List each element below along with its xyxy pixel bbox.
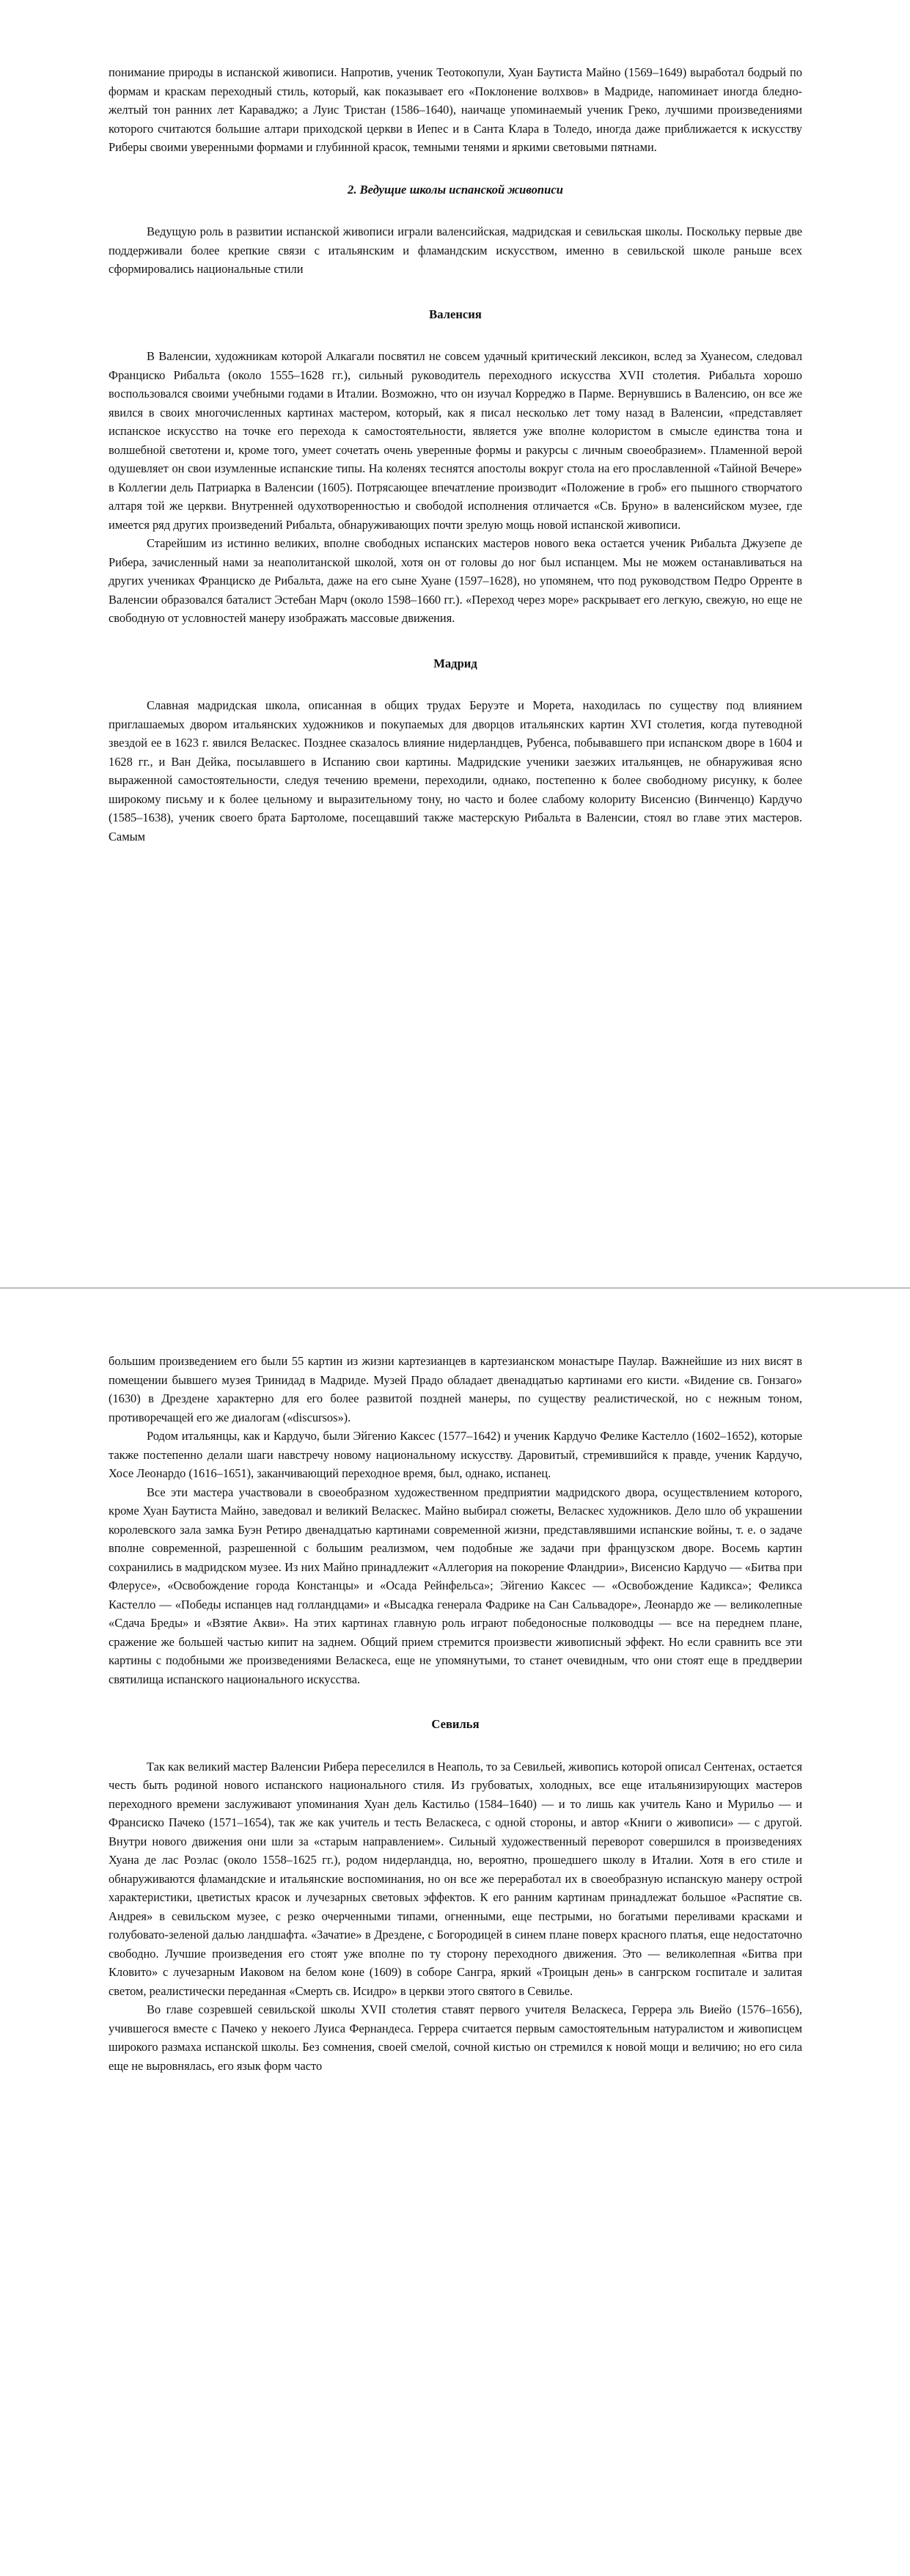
page-1 bbox=[0, 0, 910, 1287]
heading-sevilla: Севилья bbox=[431, 1717, 480, 1731]
page-1-text bbox=[109, 63, 802, 846]
paragraph-valencia-1: В Валенсии, художникам которой Алкагали посвятил не совсем удачный критический лексикон, вслед за Хуанесом, следовал Франциско Рибальта (около 1555–1628 гг.), сильный руководитель переходного искусства XVII столетия. Рибальта хорошо воспользовался своими учебными годами в Италии. Возможно, что он изучал Корреджо в Парме. Вернувшись в Валенсию, он все же явился в своих многочисленных картинах мастером, который, как я писал несколько лет тому назад в Валенсии, «представляет испанское искусство на точке его перехода к самостоятельности, является уже вполне колористом в смысле единства тона и волшебной светотени и, кроме того, умеет сочетать очень уверенные формы и ракурсы с личным своеобразием». Пламенной верой одушевляет он свои изумленные испанские типы. На коленях теснятся апостолы вокруг стола на его прославленной «Тайной Вечере» в Коллегии дель Патриарка в Валенсии (1605). Потрясающее впечатление производит «Положение в гроб» его пышного створчатого алтаря той же церкви. Внутренней одухотворенностью и свободой исполнения отличается «Св. Бруно» в валенсийском музее, где имеется ряд других произведений Рибальта, обнаруживающих почти зрелую мощь новой испанской живописи. bbox=[109, 349, 802, 532]
page-2 bbox=[0, 1289, 910, 2576]
page-2-text bbox=[109, 1352, 802, 2075]
paragraph-madrid-2: Родом итальянцы, как и Кардучо, были Эйгенио Каксес (1577–1642) и ученик Кардучо Фелике Кастелло (1602–1652), которые также постепенно делали шаги навстречу новому национальному искусству. Даровитый, стремившийся к правде, ученик Кардучо, Хосе Леонардо (1616–1651), заканчивающий переходное время, был, однако, испанец. bbox=[109, 1429, 802, 1480]
paragraph-lead: Ведущую роль в развитии испанской живописи играли валенсийская, мадридская и севильская школы. Поскольку первые две поддерживали более крепкие связи с итальянским и фламандским искусством, именно в севильской школе раньше всех сформировались национальные стили bbox=[109, 224, 802, 276]
section-title: 2. Ведущие школы испанской живописи bbox=[348, 182, 563, 197]
paragraph-madrid-continued: большим произведением его были 55 картин из жизни картезианцев в картезианском монастыре Паулар. Важнейшие из них висят в помещении бывшего музея Тринидад в Мадриде. Музей Прадо обладает двенадцатью картинами его кисти. «Видение св. Гонзаго» (1630) в Дрездене характерно для его более развитой поздней манеры, по существу реалистической, но с нежным тоном, противоречащей его же диалогам («discursos»). bbox=[109, 1354, 802, 1424]
paragraph-madrid-3: Все эти мастера участвовали в своеобразном художественном предприятии мадридского двора, осуществлением которого, кроме Хуан Баутиста Майно, заведовал и великий Веласкес. Майно выбирал сюжеты, Веласкес художников. Дело шло об украшении королевского зала замка Буэн Ретиро двенадцатью картинами современной жизни, представлявшими испанские войны, т. е. о задаче вполне современной, разрешенной с большим реализмом, чем подобные же задачи при французском дворе. Восемь картин сохранились в мадридском музее. Из них Майно принадлежит «Аллегория на покорение Фландрии», Висенсио Кардучо — «Битва при Флерусе», «Освобождение города Констанцы» и «Осада Рейнфельса»; Эйгенио Каксес — «Освобождение Кадикса»; Феликса Кастелло — «Победы испанцев над голландцами» и «Высадка генерала Фадрике на Сан Сальвадоре», Леонардо же — великолепные «Сдача Бреды» и «Взятие Акви». На этих картинах главную роль играют победоносные полководцы — все на переднем плане, сражение же большей частью кипит на заднем. Общий прием стремится произвести живописный эффект. Но если сравнить все эти картины с подобными же произведениями Веласкеса, еще не упомянутыми, то станет очевидным, что они стоят еще в преддверии святилища испанского национального искусства. bbox=[109, 1485, 802, 1686]
paragraph-sevilla-2: Во главе созревшей севильской школы XVII столетия ставят первого учителя Веласкеса, Геррера эль Виейо (1576–1656), учившегося вместе с Пачеко у некоего Луиса Фернандеса. Геррера считается первым самостоятельным натуралистом и живописцем широкого размаха испанской школы. Без сомнения, своей смелой, сочной кистью он стремился к новой мощи и величию; но его сила еще не выровнялась, его язык форм часто bbox=[109, 2002, 802, 2073]
paragraph-sevilla-1: Так как великий мастер Валенсии Рибера переселился в Неаполь, то за Севильей, живопись которой описал Сентенах, остается честь быть родиной нового испанского национального стиля. Из грубоватых, холодных, все еще итальянизирующих мастеров переходного времени заслуживают упоминания Хуан дель Кастильо (1584–1640) — и то лишь как учитель Кано и Мурильо — и Франсиско Пачеко (1571–1654), так же как учитель и тесть Веласкеса, с одной стороны, и автор «Книги о живописи» — с другой. Внутри нового движения они шли за «старым направлением». Сильный художественный переворот совершился в произведениях Хуана де лас Роэлас (около 1558–1625 гг.), родом нидерландца, но, вероятно, прошедшего школу в Италии. Хотя в его стиле и обнаруживаются фламандские и итальянские воспоминания, но он все же переработал их в своеобразную испанскую манеру острой характеристики, цветистых красок и лучезарных световых эффектов. К его ранним картинам принадлежат большое «Распятие св. Андрея» в севильском музее, с резко очерченными типами, огненными, еще пестрыми, но богатыми переливами красками и голубовато-зеленой далью ландшафта. «Зачатие» в Дрездене, с Богородицей в синем плане поверх красного платья, еще недостаточно свободно. Лучшие произведения его стоят уже вполне по ту сторону переходного движения. Это — великолепная «Битва при Кловито» с лучезарным Иаковом на белом коне (1609) в соборе Сангра, яркий «Троицын день» в сангрском госпитале и залитая светом, реалистически переданная «Смерть св. Исидро» в церкви этого святого в Севилье. bbox=[109, 1759, 802, 1998]
heading-valencia: Валенсия bbox=[429, 307, 482, 321]
paragraph-madrid-1: Славная мадридская школа, описанная в общих трудах Беруэте и Морета, находилась по существу под влиянием приглашаемых двором итальянских художников и покупаемых для дворцов итальянских картин XVI столетия, когда путеводной звездой ее в 1623 г. явился Веласкес. Позднее сказалось влияние нидерландцев, Рубенса, побывавшего при испанском дворе в 1604 и 1628 гг., и Ван Дейка, посылавшего в Испанию свои картины. Мадридские ученики заезжих итальянцев, не обнаруживая ясно выраженной самостоятельности, следуя течению времени, переходили, однако, постепенно к более свободному рисунку, к более широкому письму и к более цельному и выразительному тону, но часто и более слабому колориту Висенсио (Винченцо) Кардучо (1585–1638), ученик своего брата Бартоломе, посещавший также мастерскую Рибальта в Валенсии, стоял во главе этих мастеров. Самым bbox=[109, 698, 802, 844]
paragraph-intro: понимание природы в испанской живописи. Напротив, ученик Теотокопули, Хуан Баутиста Майно (1569–1649) выработал бодрый по формам и краскам переходный стиль, который, как показывает его «Поклонение волхвов» в Мадриде, напоминает иногда бледно-желтый тон ранних лет Караваджо; а Луис Тристан (1586–1640), наичаще упоминаемый ученик Греко, лучшими произведениями которого считаются большие алтари приходской церкви в Иепес и в Санта Клара в Толедо, иногда даже приближается к искусству Риберы своими уверенными формами и глубинной красок, темными тенями и яркими световыми пятнами. bbox=[109, 65, 802, 154]
paragraph-valencia-2: Старейшим из истинно великих, вполне свободных испанских мастеров нового века остается ученик Рибальта Джузепе де Рибера, зачисленный нами за неаполитанской школой, хотя он от головы до ног был испанцем. Мы не можем останавливаться на других учениках Франциско де Рибальта, даже на его сыне Хуане (1597–1628), но упомянем, что под руководством Педро Орренте в Валенсии образовался баталист Эстебан Марч (около 1598–1660 гг.). «Переход через море» раскрывает его легкую, свежую, но еще не свободную от условностей манеру изображать массовые движения. bbox=[109, 536, 802, 625]
heading-madrid: Мадрид bbox=[433, 656, 477, 670]
